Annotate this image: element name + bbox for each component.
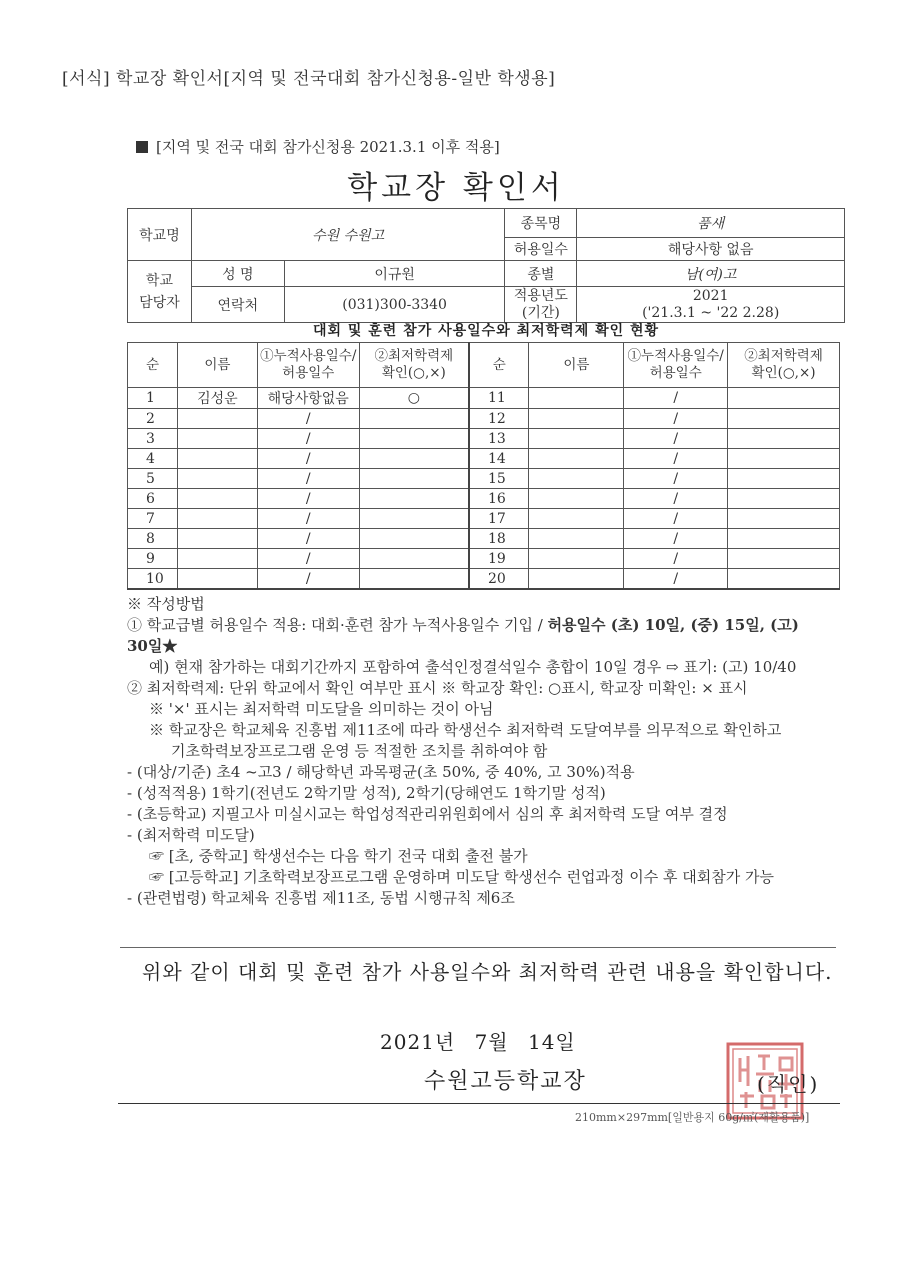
bottom-rule <box>118 1103 840 1104</box>
cell-l-days: / <box>257 469 359 489</box>
cell-r-no: 18 <box>469 529 529 549</box>
note-1-cont: 30일★ <box>127 637 178 655</box>
header-academic-left: ②최저학력제 확인(○,×) <box>359 343 469 388</box>
cell-r-check <box>728 529 840 549</box>
cell-r-name <box>529 469 624 489</box>
cell-l-days: / <box>257 489 359 509</box>
cell-r-days: / <box>624 489 728 509</box>
note-1-allowed: 허용일수 (초) 10일, (중) 15일, (고) <box>547 616 799 634</box>
cell-r-check <box>728 388 840 409</box>
cell-l-name <box>177 549 257 569</box>
sub-note-text: [지역 및 전국 대회 참가신청용 2021.3.1 이후 적용] <box>156 138 500 156</box>
paper-spec: 210mm×297mm[일반용지 60g/㎡(재활용품)] <box>575 1111 810 1124</box>
cell-r-no: 19 <box>469 549 529 569</box>
cell-r-no: 14 <box>469 449 529 469</box>
table-row <box>128 489 840 509</box>
cell-l-check <box>359 429 469 449</box>
cell-l-name <box>177 509 257 529</box>
header-cumulative-right: ①누적사용일수/ 허용일수 <box>624 343 728 388</box>
divider <box>120 947 836 948</box>
cell-r-check <box>728 509 840 529</box>
header-name-right: 이름 <box>529 343 624 388</box>
table-row <box>128 449 840 469</box>
cell-r-check <box>728 469 840 489</box>
detail-2: - (성적적용) 1학기(전년도 2학기말 성적), 2학기(당해연도 1학기말 성적) <box>127 784 606 802</box>
cell-l-days: / <box>257 449 359 469</box>
status-table <box>127 342 840 590</box>
cell-l-check <box>359 569 469 590</box>
cell-r-check <box>728 489 840 509</box>
header-name-left: 이름 <box>177 343 257 388</box>
cell-r-name <box>529 549 624 569</box>
cell-r-no: 17 <box>469 509 529 529</box>
gender-value: 남(여)고 <box>577 261 845 287</box>
cell-l-days: 해당사항없음 <box>257 388 359 409</box>
cell-r-days: / <box>624 388 728 409</box>
cell-r-name <box>529 529 624 549</box>
allowed-days-label: 허용일수 <box>505 238 577 261</box>
cell-r-name <box>529 429 624 449</box>
manager-label: 학교 담당자 <box>128 261 192 323</box>
note-2-b-cont: 기초학력보장프로그램 운영 등 적절한 조치를 취하여야 함 <box>171 742 548 760</box>
cell-l-check: ○ <box>359 388 469 409</box>
table-row <box>128 569 840 590</box>
cell-l-no: 4 <box>128 449 178 469</box>
period-value: ('21.3.1 ~ '22 2.28) <box>642 304 780 321</box>
header-no-right: 순 <box>469 343 529 388</box>
confirm-statement: 위와 같이 대회 및 훈련 참가 사용일수와 최저학력 관련 내용을 확인합니다. <box>142 960 833 984</box>
sub-note <box>136 136 500 157</box>
name-value: 이규원 <box>284 261 505 287</box>
cell-r-name <box>529 509 624 529</box>
signature-label: (직인) <box>757 1072 820 1096</box>
note-2: ② 최저학력제: 단위 학교에서 확인 여부만 표시 ※ 학교장 확인: ○표시, 학교장 미확인: × 표시 <box>127 679 748 697</box>
cell-r-no: 15 <box>469 469 529 489</box>
school-value: 수원 수원고 <box>191 209 505 261</box>
cell-l-check <box>359 529 469 549</box>
detail-4-a: ☞ [초, 중학교] 학생선수는 다음 학기 전국 대회 출전 불가 <box>149 847 528 865</box>
note-1 <box>127 615 839 636</box>
table-row <box>128 469 840 489</box>
cell-l-check <box>359 409 469 429</box>
cell-r-check <box>728 409 840 429</box>
gender-label: 종별 <box>505 261 577 287</box>
form-label: [서식] 학교장 확인서[지역 및 전국대회 참가신청용-일반 학생용] <box>62 69 556 89</box>
detail-3: - (초등학교) 지필고사 미실시교는 학업성적관리위원회에서 심의 후 최저학력 도달 여부 결정 <box>127 805 728 823</box>
sport-label: 종목명 <box>505 209 577 238</box>
cell-r-days: / <box>624 409 728 429</box>
square-bullet-icon <box>136 141 148 153</box>
cell-r-name <box>529 449 624 469</box>
cell-l-name <box>177 449 257 469</box>
cell-r-check <box>728 549 840 569</box>
contact-label: 연락처 <box>191 287 284 323</box>
cell-r-days: / <box>624 509 728 529</box>
cell-l-name <box>177 429 257 449</box>
detail-4: - (최저학력 미도달) <box>127 826 255 844</box>
cell-r-days: / <box>624 429 728 449</box>
detail-1: - (대상/기준) 초4 ~고3 / 해당학년 과목평균(초 50%, 중 40%, 고 30%)적용 <box>127 763 635 781</box>
document-title: 학교장 확인서 <box>347 170 565 206</box>
cell-r-name <box>529 489 624 509</box>
notes-heading: ※ 작성방법 <box>127 595 205 613</box>
allowed-days-value: 해당사항 없음 <box>577 238 845 261</box>
cell-l-no: 8 <box>128 529 178 549</box>
cell-r-check <box>728 429 840 449</box>
cell-r-check <box>728 449 840 469</box>
cell-r-days: / <box>624 569 728 590</box>
year-label: 적용년도 (기간) <box>505 287 577 323</box>
cell-l-no: 9 <box>128 549 178 569</box>
name-label: 성 명 <box>191 261 284 287</box>
cell-r-no: 20 <box>469 569 529 590</box>
header-academic-right: ②최저학력제 확인(○,×) <box>728 343 840 388</box>
cell-l-check <box>359 509 469 529</box>
cell-l-check <box>359 449 469 469</box>
cell-r-name <box>529 569 624 590</box>
status-title: 대회 및 훈련 참가 사용일수와 최저학력제 확인 현황 <box>312 323 660 339</box>
cell-r-days: / <box>624 469 728 489</box>
detail-4-b: ☞ [고등학교] 기초학력보장프로그램 운영하며 미도달 학생선수 런업과정 이수 후 대회참가 가능 <box>149 868 775 886</box>
cell-l-no: 2 <box>128 409 178 429</box>
table-row <box>128 429 840 449</box>
header-no-left: 순 <box>128 343 178 388</box>
cell-l-check <box>359 489 469 509</box>
cell-l-name <box>177 489 257 509</box>
school-label: 학교명 <box>128 209 192 261</box>
cell-l-name <box>177 409 257 429</box>
cell-r-no: 16 <box>469 489 529 509</box>
cell-l-check <box>359 469 469 489</box>
note-1-example: 예) 현재 참가하는 대회기간까지 포함하여 출석인정결석일수 총합이 10일 경우 ⇨ 표기: (고) 10/40 <box>149 658 797 676</box>
cell-l-no: 1 <box>128 388 178 409</box>
cell-l-no: 10 <box>128 569 178 590</box>
contact-value: (031)300-3340 <box>284 287 505 323</box>
cell-r-no: 13 <box>469 429 529 449</box>
note-1-text: ① 학교급별 허용일수 적용: 대회·훈련 참가 누적사용일수 기입 / <box>127 616 548 634</box>
cell-l-no: 6 <box>128 489 178 509</box>
cell-r-check <box>728 569 840 590</box>
cell-l-name <box>177 569 257 590</box>
cell-r-name <box>529 409 624 429</box>
cell-l-days: / <box>257 429 359 449</box>
sport-value: 품새 <box>577 209 845 238</box>
table-row <box>128 549 840 569</box>
issue-date: 2021년 7월 14일 <box>380 1030 576 1054</box>
cell-r-days: / <box>624 529 728 549</box>
cell-l-name <box>177 529 257 549</box>
header-cumulative-left: ①누적사용일수/ 허용일수 <box>257 343 359 388</box>
table-row <box>128 409 840 429</box>
cell-l-no: 5 <box>128 469 178 489</box>
cell-l-days: / <box>257 549 359 569</box>
cell-l-days: / <box>257 569 359 590</box>
table-row <box>128 388 840 409</box>
cell-l-name <box>177 469 257 489</box>
cell-l-days: / <box>257 409 359 429</box>
cell-r-no: 11 <box>469 388 529 409</box>
cell-r-name <box>529 388 624 409</box>
cell-l-name: 김성운 <box>177 388 257 409</box>
cell-r-days: / <box>624 549 728 569</box>
cell-l-no: 3 <box>128 429 178 449</box>
principal-name: 수원고등학교장 <box>424 1069 587 1094</box>
detail-5: - (관련법령) 학교체육 진흥법 제11조, 동법 시행규칙 제6조 <box>127 889 515 907</box>
cell-r-days: / <box>624 449 728 469</box>
cell-l-days: / <box>257 509 359 529</box>
year-value: 2021 <box>692 287 729 304</box>
cell-l-no: 7 <box>128 509 178 529</box>
cell-l-check <box>359 549 469 569</box>
cell-r-no: 12 <box>469 409 529 429</box>
note-2-a: ※ '×' 표시는 최저학력 미도달을 의미하는 것이 아님 <box>149 700 494 718</box>
table-row <box>128 509 840 529</box>
table-row <box>128 529 840 549</box>
instructions <box>127 594 839 909</box>
info-table <box>127 208 845 323</box>
note-2-b: ※ 학교장은 학교체육 진흥법 제11조에 따라 학생선수 최저학력 도달여부를 의무적으로 확인하고 <box>149 721 782 739</box>
cell-l-days: / <box>257 529 359 549</box>
